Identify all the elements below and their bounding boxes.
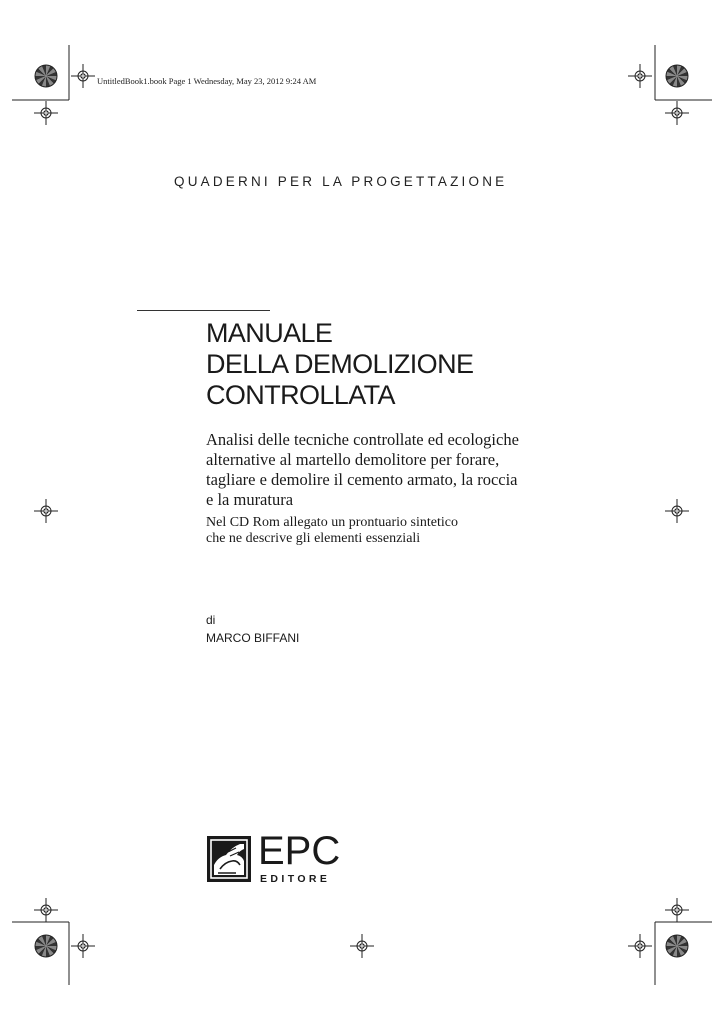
subtitle-line-4: e la muratura	[206, 490, 294, 509]
registration-target-icon	[71, 934, 95, 958]
color-wheel-icon	[35, 935, 57, 957]
author-name: MARCO BIFFANI	[206, 631, 300, 645]
author-byline	[206, 611, 299, 647]
registration-target-icon	[665, 499, 689, 523]
registration-target-icon	[350, 934, 374, 958]
registration-target-icon	[628, 64, 652, 88]
publisher-logo	[206, 829, 356, 889]
book-title-line-1: MANUALE	[206, 318, 333, 348]
registration-target-icon	[34, 499, 58, 523]
title-rule	[137, 310, 270, 311]
subtitle-line-1: Analisi delle tecniche controllate ed ecologiche	[206, 430, 519, 449]
print-slug-line: UntitledBook1.book Page 1 Wednesday, May 23, 2012 9:24 AM	[97, 76, 317, 86]
subtitle-line-2: alternative al martello demolitore per forare,	[206, 450, 500, 469]
book-title	[206, 318, 473, 411]
subtitle-line-3: tagliare e demolire il cemento armato, la roccia	[206, 470, 518, 489]
color-wheel-icon	[35, 65, 57, 87]
cd-note-line-2: che ne descrive gli elementi essenziali	[206, 531, 421, 546]
color-wheel-icon	[666, 65, 688, 87]
publisher-subname: EDITORE	[260, 873, 331, 885]
book-title-line-2: DELLA DEMOLIZIONE	[206, 349, 474, 379]
cd-rom-note	[206, 515, 458, 547]
author-prefix: di	[206, 613, 216, 627]
registration-target-icon	[34, 101, 58, 125]
book-subtitle	[206, 430, 546, 510]
registration-target-icon	[71, 64, 95, 88]
cd-note-line-1: Nel CD Rom allegato un prontuario sintetico	[206, 515, 458, 530]
registration-target-icon	[34, 898, 58, 922]
registration-target-icon	[628, 934, 652, 958]
book-title-line-3: CONTROLLATA	[206, 380, 395, 410]
series-title: QUADERNI PER LA PROGETTAZIONE	[174, 174, 508, 189]
color-wheel-icon	[666, 935, 688, 957]
publisher-name: EPC	[258, 829, 341, 873]
registration-target-icon	[665, 101, 689, 125]
registration-target-icon	[665, 898, 689, 922]
publisher-emblem-icon	[206, 835, 252, 883]
